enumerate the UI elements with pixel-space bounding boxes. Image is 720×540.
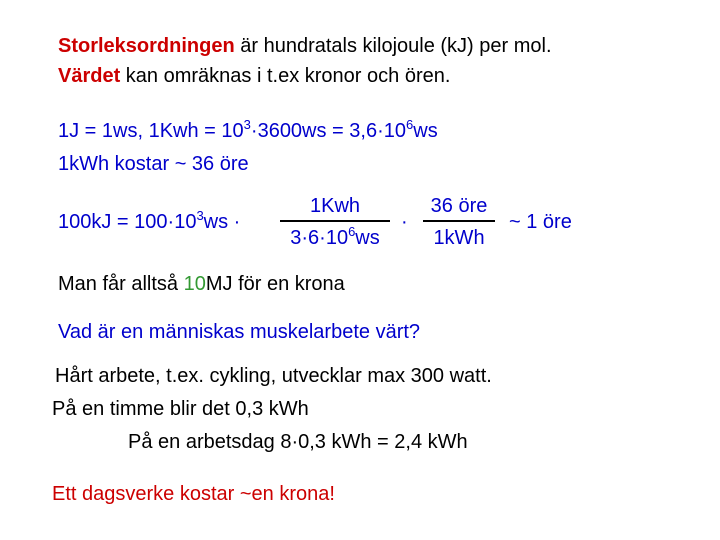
summary-line bbox=[58, 272, 345, 296]
intro-line-2-rest: kan omräknas i t.ex kronor och ören. bbox=[120, 65, 451, 87]
conversion-exponent-1: 3 bbox=[243, 117, 251, 132]
fraction-2-bar bbox=[423, 220, 495, 222]
conversion-text-a: 1J = 1ws, 1Kwh = 10 bbox=[58, 120, 244, 142]
fraction-1-denominator-text: 3·6·10 bbox=[290, 227, 349, 249]
conversion-text-c: ws bbox=[413, 120, 438, 142]
intro-line-1 bbox=[58, 34, 552, 58]
intro-term-vardet: Värdet bbox=[58, 65, 121, 87]
work-line-3: På en arbetsdag 8·0,3 kWh = 2,4 kWh bbox=[128, 431, 468, 453]
work-line-1: Hårt arbete, t.ex. cykling, utvecklar max 300 watt. bbox=[55, 365, 492, 387]
fraction-2-numerator: 36 öre bbox=[430, 195, 488, 217]
conversion-line-1 bbox=[58, 119, 438, 143]
conclusion-line: Ett dagsverke kostar ~en krona! bbox=[52, 483, 335, 505]
formula-lhs bbox=[58, 210, 240, 234]
question-line: Vad är en människas muskelarbete värt? bbox=[58, 321, 421, 343]
intro-line-1-rest: är hundratals kilojoule (kJ) per mol. bbox=[234, 35, 552, 57]
intro-term-storleksordningen: Storleksordningen bbox=[58, 35, 235, 57]
fraction-1-denominator-exponent: 6 bbox=[348, 224, 356, 239]
formula-multiply-dot: · bbox=[401, 211, 408, 233]
formula-lhs-text: 100kJ = 100·10 bbox=[58, 211, 197, 233]
fraction-1-denominator bbox=[280, 226, 390, 250]
formula-lhs-unit: ws · bbox=[203, 211, 241, 233]
formula-fraction-1 bbox=[280, 194, 390, 250]
summary-prefix: Man får alltså bbox=[58, 273, 184, 295]
formula-fraction-2 bbox=[423, 194, 495, 250]
summary-suffix: MJ för en krona bbox=[205, 273, 345, 295]
fraction-1-numerator: 1Kwh bbox=[309, 195, 361, 217]
conversion-line-2: 1kWh kostar ~ 36 öre bbox=[58, 153, 249, 175]
work-line-2: På en timme blir det 0,3 kWh bbox=[52, 398, 309, 420]
fraction-2-denominator: 1kWh bbox=[433, 227, 485, 249]
intro-line-2 bbox=[58, 64, 450, 88]
conversion-exponent-2: 6 bbox=[406, 117, 414, 132]
fraction-1-bar bbox=[280, 220, 390, 222]
summary-highlight: 10 bbox=[183, 273, 206, 295]
formula-lhs-exponent: 3 bbox=[196, 208, 204, 223]
formula-result: ~ 1 öre bbox=[509, 211, 572, 233]
fraction-1-denominator-unit: ws bbox=[355, 227, 380, 249]
conversion-text-b: ·3600ws = 3,6·10 bbox=[250, 120, 407, 142]
